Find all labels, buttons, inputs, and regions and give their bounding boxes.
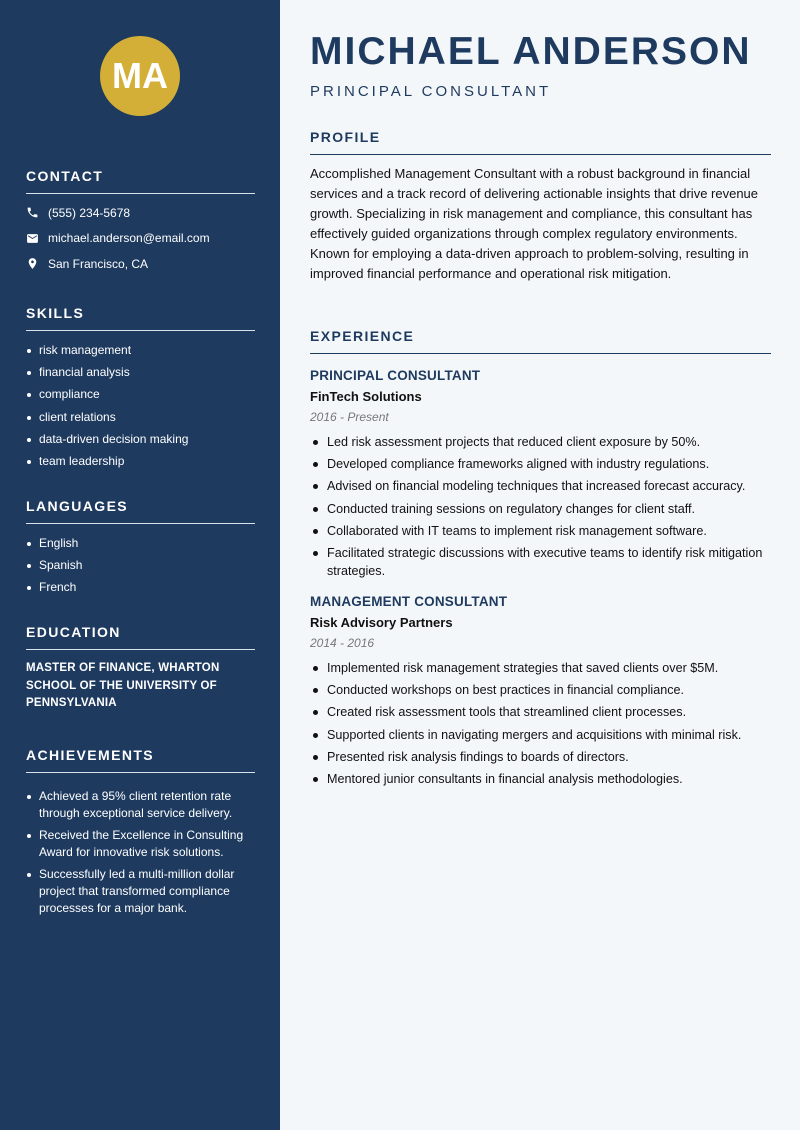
job-bullet: Conducted workshops on best practices in financial compliance. — [310, 681, 771, 699]
skill-item: risk management — [26, 342, 255, 359]
person-title: PRINCIPAL CONSULTANT — [310, 83, 552, 100]
skill-item: financial analysis — [26, 364, 255, 381]
job-dates: 2016 - Present — [310, 410, 389, 424]
skills-list — [26, 342, 255, 470]
languages-heading: LANGUAGES — [26, 498, 255, 524]
job-entry — [310, 368, 771, 580]
job-bullet: Developed compliance frameworks aligned with industry regulations. — [310, 455, 771, 473]
job-bullet: Collaborated with IT teams to implement risk management software. — [310, 522, 771, 540]
education-section — [26, 624, 255, 713]
contact-location — [26, 251, 255, 277]
experience-section — [310, 328, 771, 792]
job-bullet: Advised on financial modeling techniques that increased forecast accuracy. — [310, 477, 771, 495]
skill-item: team leadership — [26, 453, 255, 470]
phone-text: (555) 234-5678 — [48, 205, 131, 220]
achievements-section — [26, 747, 255, 922]
languages-list — [26, 535, 255, 596]
job-company: Risk Advisory Partners — [310, 614, 453, 630]
achievements-heading: ACHIEVEMENTS — [26, 747, 255, 773]
job-bullets — [310, 433, 771, 580]
achievements-list — [26, 788, 255, 917]
skill-item: compliance — [26, 386, 255, 403]
person-name: MICHAEL ANDERSON — [310, 30, 752, 73]
language-item: French — [26, 579, 255, 596]
skill-item: data-driven decision making — [26, 431, 255, 448]
email-text: michael.anderson@email.com — [48, 231, 210, 246]
job-bullet: Led risk assessment projects that reduced client exposure by 50%. — [310, 433, 771, 451]
education-degree: MASTER OF FINANCE, WHARTON SCHOOL OF THE UNIVERSITY OF PENNSYLVANIA — [26, 662, 220, 709]
job-company: FinTech Solutions — [310, 389, 422, 404]
job-bullet: Mentored junior consultants in financial analysis methodologies. — [310, 770, 771, 788]
job-dates: 2014 - 2016 — [310, 635, 375, 650]
experience-heading: EXPERIENCE — [310, 328, 771, 354]
contact-section — [26, 168, 255, 277]
job-title: PRINCIPAL CONSULTANT — [310, 368, 481, 383]
job-bullet: Conducted training sessions on regulatory changes for client staff. — [310, 500, 771, 518]
job-bullet: Created risk assessment tools that streamlined client processes. — [310, 703, 771, 721]
contact-phone — [26, 200, 255, 226]
skills-section — [26, 305, 255, 475]
job-bullet: Facilitated strategic discussions with executive teams to identify risk mitigation strategies. — [310, 544, 771, 580]
job-bullet: Presented risk analysis findings to boards of directors. — [310, 748, 771, 766]
email-icon — [26, 232, 39, 245]
job-title: MANAGEMENT CONSULTANT — [310, 593, 508, 609]
language-item: Spanish — [26, 557, 255, 574]
job-bullet: Supported clients in navigating mergers and acquisitions with minimal risk. — [310, 726, 771, 744]
achievement-item: Received the Excellence in Consulting Award for innovative risk solutions. — [26, 827, 255, 861]
job-bullet: Implemented risk management strategies that saved clients over $5M. — [310, 659, 771, 677]
skills-heading: SKILLS — [26, 305, 255, 331]
profile-text: Accomplished Management Consultant with a robust background in financial services and a track record of delivering actionable insights that drive revenue growth. Specializing in risk management and compliance, this consultant has effectively guided organizations through complex regulatory environments. Known for employing a data-driven approach to problem-solving, resulting in improved financial performance and operational risk mitigation. — [310, 166, 759, 281]
sidebar — [0, 0, 280, 1130]
profile-section — [310, 129, 771, 284]
profile-heading: PROFILE — [310, 129, 771, 155]
language-item: English — [26, 535, 255, 552]
location-pin-icon — [26, 257, 39, 270]
phone-icon — [26, 206, 39, 219]
education-heading: EDUCATION — [26, 624, 255, 650]
languages-section — [26, 498, 255, 602]
skill-item: client relations — [26, 409, 255, 426]
contact-heading: CONTACT — [26, 168, 255, 194]
contact-email — [26, 226, 255, 252]
achievement-item: Successfully led a multi-million dollar project that transformed compliance processes for a major bank. — [26, 866, 255, 917]
location-text: San Francisco, CA — [48, 256, 149, 271]
job-entry — [310, 594, 771, 788]
achievement-item: Achieved a 95% client retention rate through exceptional service delivery. — [26, 788, 255, 822]
job-bullets — [310, 659, 771, 788]
avatar: MA — [100, 36, 180, 116]
